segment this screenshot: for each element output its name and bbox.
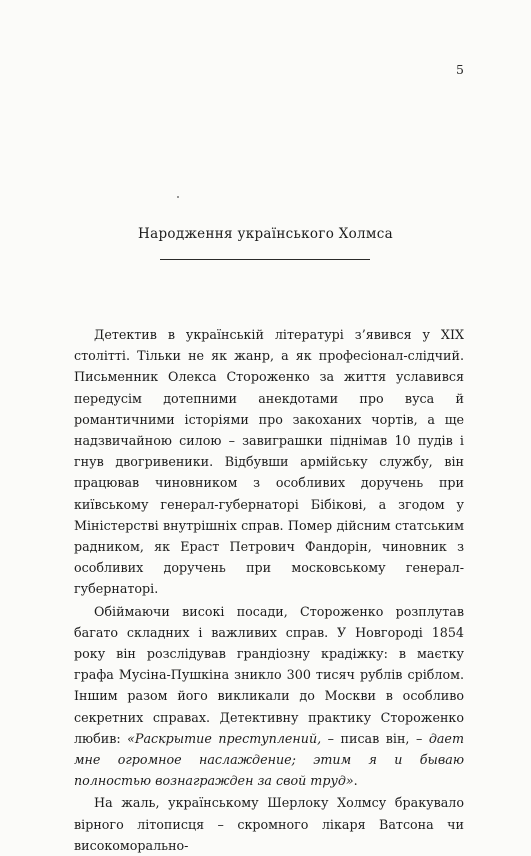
paragraph-2-text-after: . <box>353 773 358 789</box>
paragraph-1: Детектив в українській літературі з’явився у XIX столітті. Тільки не як жанр, а як професіонал-слідчий. Письменник Олекса Стороженко за життя уславився передусім дотепними анекдотами про вуса й романтичними історіями про закоханих чортів, а ще надзвичайною силою – завиграшки піднімав 10 пудів і гнув двогривеники. Відбувши армійську службу, він працював чиновником з особливих доручень при київському генерал-губернаторі Бібікові, а згодом у Міністерстві внутрішніх справ. Помер дійсним статським радником, як Ераст Петрович Фандорін, чиновник з особливих доручень при московському генерал-губернаторі. <box>74 327 464 597</box>
body-text <box>74 324 464 856</box>
title-underline <box>160 259 370 260</box>
quote-part-2: дает мне огромное наслаждение; этим я и бываю полностью вознагражден за свой труд» <box>74 730 464 789</box>
paragraph-2-text-before: Обіймаючи високі посади, Стороженко розплутав багато складних і важливих справ. У Новгороді 1854 року він розслідував грандіозну крадіжку: в маєтку графа Мусіна-Пушкіна зникло 300 тисяч рублів сріблом. Іншим разом його викликали до Москви в особливо секретних справах. Детективну практику Стороженко любив: <box>74 603 464 746</box>
quote-part-1: «Раскрытие преступлений, <box>127 730 322 746</box>
ink-speck <box>177 196 179 198</box>
page-number: 5 <box>456 62 464 77</box>
chapter-title: Народження українського Холмса <box>138 226 393 242</box>
paragraph-2 <box>74 601 464 792</box>
paragraph-2-text-middle: – писав він, – <box>321 730 429 746</box>
paragraph-3: На жаль, українському Шерлоку Холмсу бракувало вірного літописця – скромного лікаря Ватсона чи високоморально- <box>74 795 464 853</box>
